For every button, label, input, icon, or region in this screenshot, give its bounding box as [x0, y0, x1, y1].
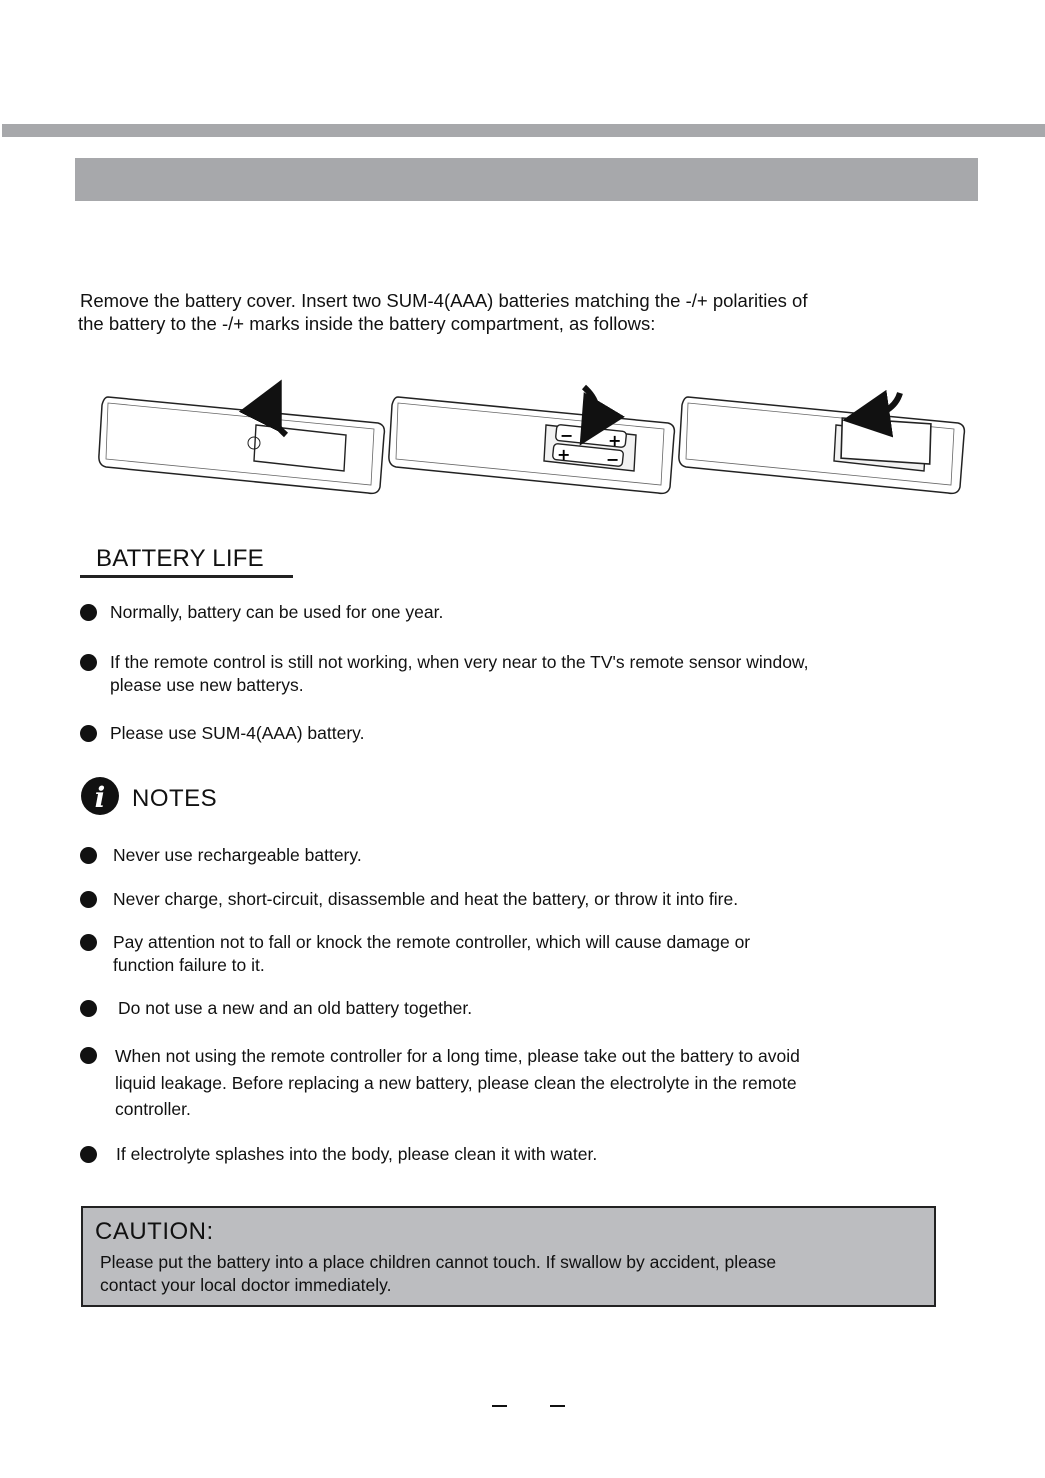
bullet-icon [80, 934, 97, 951]
bullet-icon [80, 604, 97, 621]
bullet-text [118, 997, 998, 1020]
remote-cover-replaced [679, 393, 965, 493]
bullet-text [113, 888, 993, 911]
intro-line: the battery to the -/+ marks inside the battery compartment, as follows: [78, 313, 656, 334]
bullet-icon [80, 1047, 97, 1064]
bullet-line: liquid leakage. Before replacing a new battery, please clean the electrolyte in the remote [115, 1072, 797, 1093]
bullet-icon [80, 891, 97, 908]
svg-text:−: − [560, 426, 574, 445]
bullet-text [113, 931, 993, 977]
battery-life-heading-text: BATTERY LIFE [96, 545, 264, 572]
bullet-line: Normally, battery can be used for one year. [110, 602, 444, 622]
remote-batteries-inserted [389, 387, 675, 493]
bullet-line: Please use SUM-4(AAA) battery. [110, 723, 365, 743]
bullet-line: When not using the remote controller for a long time, please take out the battery to avoid [115, 1046, 800, 1066]
page-number-dash [492, 1405, 507, 1407]
caution-line: Please put the battery into a place children cannot touch. If swallow by accident, please [100, 1252, 777, 1272]
bullet-line: please use new batterys. [110, 675, 304, 695]
svg-text:−: − [606, 450, 620, 469]
svg-text:i: i [94, 781, 106, 814]
bullet-line: function failure to it. [113, 955, 265, 975]
intro-line: Remove the battery cover. Insert two SUM-4(AAA) batteries matching the -/+ polarities of [80, 290, 808, 311]
bullet-text [116, 1143, 996, 1166]
caution-line: contact your local doctor immediately. [100, 1275, 392, 1295]
bullet-text [110, 601, 990, 624]
caution-title: CAUTION: [95, 1218, 214, 1245]
bullet-icon [80, 725, 97, 742]
bullet-text [110, 722, 990, 745]
bullet-line: If electrolyte splashes into the body, please clean it with water. [116, 1144, 598, 1164]
battery-install-illustration [90, 375, 970, 505]
intro-paragraph [78, 289, 978, 335]
bullet-line: Never use rechargeable battery. [113, 845, 362, 865]
battery-life-heading [80, 543, 293, 578]
info-icon [80, 776, 120, 816]
svg-text:+: + [557, 445, 571, 464]
bullet-text [115, 1043, 995, 1123]
notes-heading: NOTES [132, 785, 218, 812]
svg-text:+: + [608, 431, 622, 450]
bullet-line: Do not use a new and an old battery together. [118, 998, 473, 1018]
caution-text [100, 1251, 920, 1297]
bullet-icon [80, 847, 97, 864]
top-rule [2, 124, 1045, 137]
caution-box [81, 1206, 936, 1307]
bullet-text [113, 844, 993, 867]
page-number-dash [550, 1405, 565, 1407]
section-title-bar [75, 158, 978, 201]
bullet-line: Never charge, short-circuit, disassemble and heat the battery, or throw it into fire. [113, 889, 739, 909]
bullet-icon [80, 1000, 97, 1017]
bullet-line: If the remote control is still not working, when very near to the TV's remote sensor window, [110, 652, 809, 672]
remote-cover-removed [99, 397, 385, 493]
bullet-line: controller. [115, 1099, 191, 1119]
bullet-text [110, 651, 990, 697]
bullet-line: Pay attention not to fall or knock the remote controller, which will cause damage or [113, 932, 751, 952]
bullet-icon [80, 1146, 97, 1163]
bullet-icon [80, 654, 97, 671]
